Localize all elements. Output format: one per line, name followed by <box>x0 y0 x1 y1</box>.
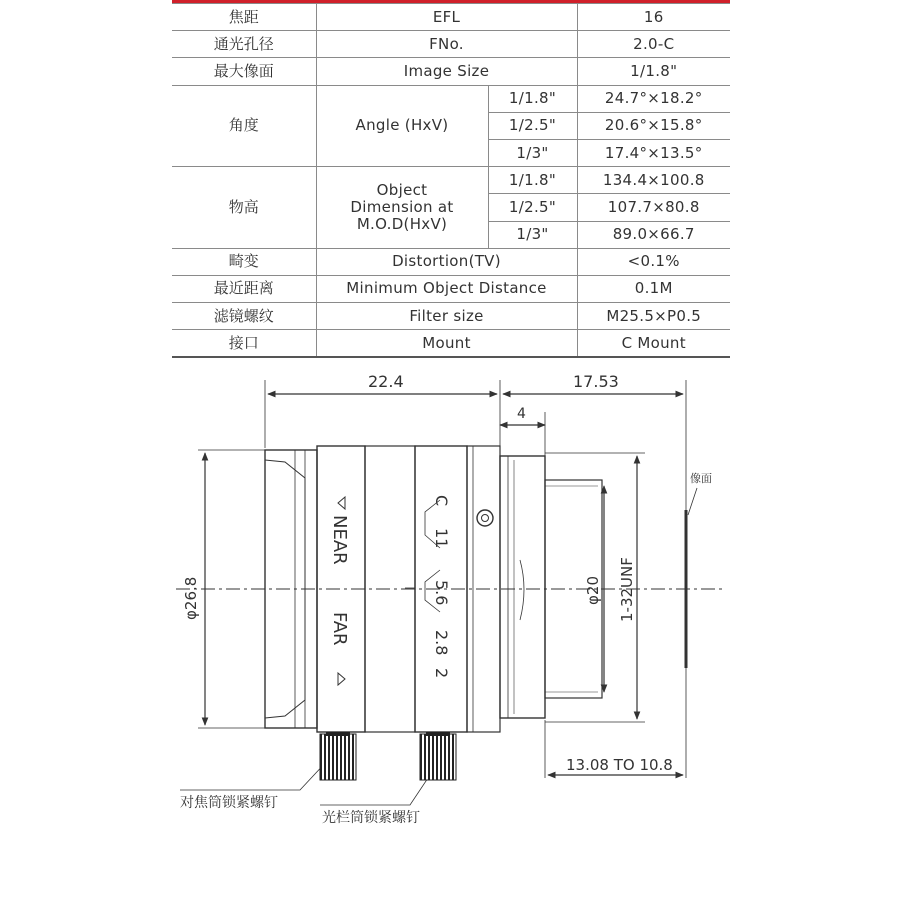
sensor-size: 1/2.5" <box>488 112 577 139</box>
sensor-size: 1/3" <box>488 221 577 248</box>
row-label-en: Minimum Object Distance <box>316 275 577 302</box>
row-label-en: Angle (HxV) <box>316 85 488 167</box>
table-row <box>172 58 730 85</box>
row-value: 16 <box>577 4 730 31</box>
sensor-size: 1/3" <box>488 139 577 166</box>
table-row <box>172 85 730 112</box>
row-label-cn: 最近距离 <box>172 275 316 302</box>
row-label-cn: 畸变 <box>172 248 316 275</box>
row-label-en: Filter size <box>316 303 577 330</box>
row-label-cn: 焦距 <box>172 4 316 31</box>
row-label-cn: 接口 <box>172 330 316 358</box>
table-row <box>172 275 730 302</box>
aperture-mark: 11 <box>432 528 451 549</box>
row-value: 107.7×80.8 <box>577 194 730 221</box>
row-value: 134.4×100.8 <box>577 167 730 194</box>
lens-drawing <box>0 360 900 840</box>
row-value: 89.0×66.7 <box>577 221 730 248</box>
aperture-mark: 5.6 <box>432 580 451 606</box>
dim-length: 22.4 <box>368 372 404 391</box>
sensor-size: 1/2.5" <box>488 194 577 221</box>
mount-flange <box>500 456 545 718</box>
ring-far-label: FAR <box>329 612 350 646</box>
row-label-cn: 物高 <box>172 167 316 249</box>
row-label-en: Distortion(TV) <box>316 248 577 275</box>
row-label-cn: 滤镜螺纹 <box>172 303 316 330</box>
row-value: 24.7°×18.2° <box>577 85 730 112</box>
row-label-en: Image Size <box>316 58 577 85</box>
focus-lock-screw-icon <box>320 734 356 780</box>
table-row <box>172 167 730 194</box>
spec-table <box>172 3 730 358</box>
row-label-en: FNo. <box>316 31 577 58</box>
dim-flange: 4 <box>517 406 526 422</box>
image-plane-label: 像面 <box>690 472 712 485</box>
dim-thread: 1-32UNF <box>618 557 636 622</box>
row-label-cn: 最大像面 <box>172 58 316 85</box>
lock-screw-icon <box>477 510 493 526</box>
table-row <box>172 303 730 330</box>
iris-lock-screw-icon <box>420 734 456 780</box>
row-label-cn: 通光孔径 <box>172 31 316 58</box>
aperture-mark: 2.8 <box>432 630 451 656</box>
row-label-en: Mount <box>316 330 577 358</box>
table-row <box>172 248 730 275</box>
table-row <box>172 4 730 31</box>
object-dimension-line: M.O.D(HxV) <box>356 214 448 233</box>
row-label-en <box>316 167 488 249</box>
dim-diameter: φ26.8 <box>182 576 200 620</box>
aperture-mark: 2 <box>432 668 451 679</box>
row-value: 0.1M <box>577 275 730 302</box>
row-value: 17.4°×13.5° <box>577 139 730 166</box>
row-label-cn: 角度 <box>172 85 316 167</box>
row-value: <0.1% <box>577 248 730 275</box>
sensor-size: 1/1.8" <box>488 167 577 194</box>
table-row <box>172 31 730 58</box>
row-value: 20.6°×15.8° <box>577 112 730 139</box>
focus-screw-label: 对焦筒锁紧螺钉 <box>180 795 278 811</box>
ring-near-label: NEAR <box>329 515 350 565</box>
row-value: C Mount <box>577 330 730 358</box>
row-value: 1/1.8" <box>577 58 730 85</box>
aperture-mark: C <box>432 495 451 507</box>
iris-screw-label: 光栏筒锁紧螺钉 <box>322 810 420 826</box>
object-dimension-line: Object <box>376 180 428 199</box>
table-row <box>172 330 730 358</box>
sensor-size: 1/1.8" <box>488 85 577 112</box>
dim-backfocus: 13.08 TO 10.8 <box>566 756 673 774</box>
dim-inner-diameter: φ20 <box>584 576 602 605</box>
dim-back: 17.53 <box>573 372 619 391</box>
row-value: M25.5×P0.5 <box>577 303 730 330</box>
row-value: 2.0-C <box>577 31 730 58</box>
object-dimension-line: Dimension at <box>350 197 454 216</box>
row-label-en: EFL <box>316 4 577 31</box>
